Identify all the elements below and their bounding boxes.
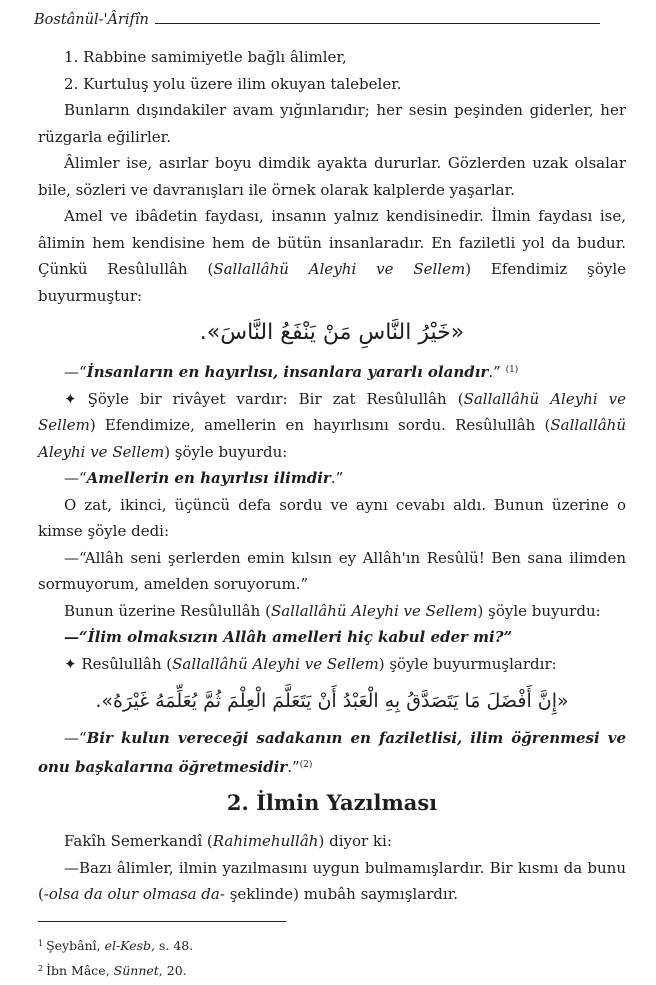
hadith-quote: —“Amellerin en hayırlısı ilimdir.”: [64, 469, 344, 487]
paragraph: Âlimler ise, asırlar boyu dimdik ayakta dururlar. Gözlerden uzak olsalar bile, sözleri ve davranışları ile örnek olarak kalplerde yaşarlar.: [38, 154, 626, 199]
paragraph: Bunların dışındakiler avam yığınlarıdır; her sesin peşinden giderler, her rüzgarla eğilirler.: [38, 101, 626, 146]
paragraph: ✦ Şöyle bir rivâyet vardır: Bir zat Resûlullâh (Sallallâhü Aleyhi ve Sellem) Efendimize, amellerin en hayırlısını sordu. Resûlullâh (Sallallâhü Aleyhi ve Sellem) şöyle buyurdu:: [38, 389, 626, 461]
paragraph: Amel ve ibâdetin faydası, insanın yalnız kendisinedir. İlmin faydası ise, âlimin hem kendisine hem de bütün insanlaradır. En faziletli yol da budur. Çünkü Resûlullâh (Sallallâhü Aleyhi ve Sellem) Efendimiz şöyle buyurmuştur:: [38, 207, 627, 305]
list-item: 1. Rabbine samimiyetle bağlı âlimler,: [64, 48, 347, 66]
arabic-hadith: «إِنَّ أَفْضَلَ مَا يَتَصَدَّقُ بِهِ الْعَبْدُ أَنْ يَتَعَلَّمَ الْعِلْمَ ثُمَّ يُعَلِّمَهُ غَيْرَهُ».: [95, 690, 569, 712]
paragraph: ✦ Resûlullâh (Sallallâhü Aleyhi ve Sellem) şöyle buyurmuşlardır:: [64, 654, 557, 673]
list-item: 2. Kurtuluş yolu üzere ilim okuyan talebeler.: [64, 74, 402, 93]
hadith-translation: —“Bir kulun vereceği sadakanın en faziletlisi, ilim öğrenmesi ve onu başkalarına öğretmesidir.”$^{(2)}$: [38, 729, 626, 776]
section-heading: 2. İlmin Yazılması: [226, 790, 438, 815]
footnote-ref: (1): [505, 365, 519, 375]
paragraph: —“Allâh seni şerlerden emin kılsın ey Allâh'ın Resûlü! Ben sana ilimden sormuyorum, amelden soruyorum.”: [38, 548, 626, 593]
arabic-hadith: «خَيْرُ النَّاسِ مَنْ يَنْفَعُ النَّاسَ».: [199, 320, 465, 345]
footnotes: [38, 932, 626, 982]
footnote: $^2$ İbn Mâce, Sünnet, 20.: [38, 963, 187, 978]
footnote-rule: [38, 921, 286, 922]
hadith-quote: —“İlim olmaksızın Allâh amelleri hiç kabul eder mi?”: [64, 628, 513, 646]
running-head-title: Bostânül-'Ârifîn: [34, 12, 155, 28]
paragraph: O zat, ikinci, üçüncü defa sordu ve aynı cevabı aldı. Bunun üzerine o kimse şöyle dedi:: [38, 495, 626, 540]
footnote-ref: (2): [299, 759, 313, 770]
paragraph: Fakîh Semerkandî (Rahimehullâh) diyor ki:: [64, 832, 392, 850]
body-text: [38, 44, 626, 908]
paragraph: —Bazı âlimler, ilmin yazılmasını uygun bulmamışlardır. Bir kısmı da bunu (-olsa da olur olmasa da- şeklinde) mubâh saymışlardır.: [38, 858, 626, 903]
running-head: [34, 10, 600, 32]
paragraph: Bunun üzerine Resûlullâh (Sallallâhü Aleyhi ve Sellem) şöyle buyurdu:: [64, 601, 601, 620]
footnote: $^1$ Şeybânî, el-Kesb, s. 48.: [38, 938, 194, 953]
hadith-translation: —“İnsanların en hayırlısı, insanlara yararlı olandır.” $^{(1)}$: [64, 363, 519, 381]
